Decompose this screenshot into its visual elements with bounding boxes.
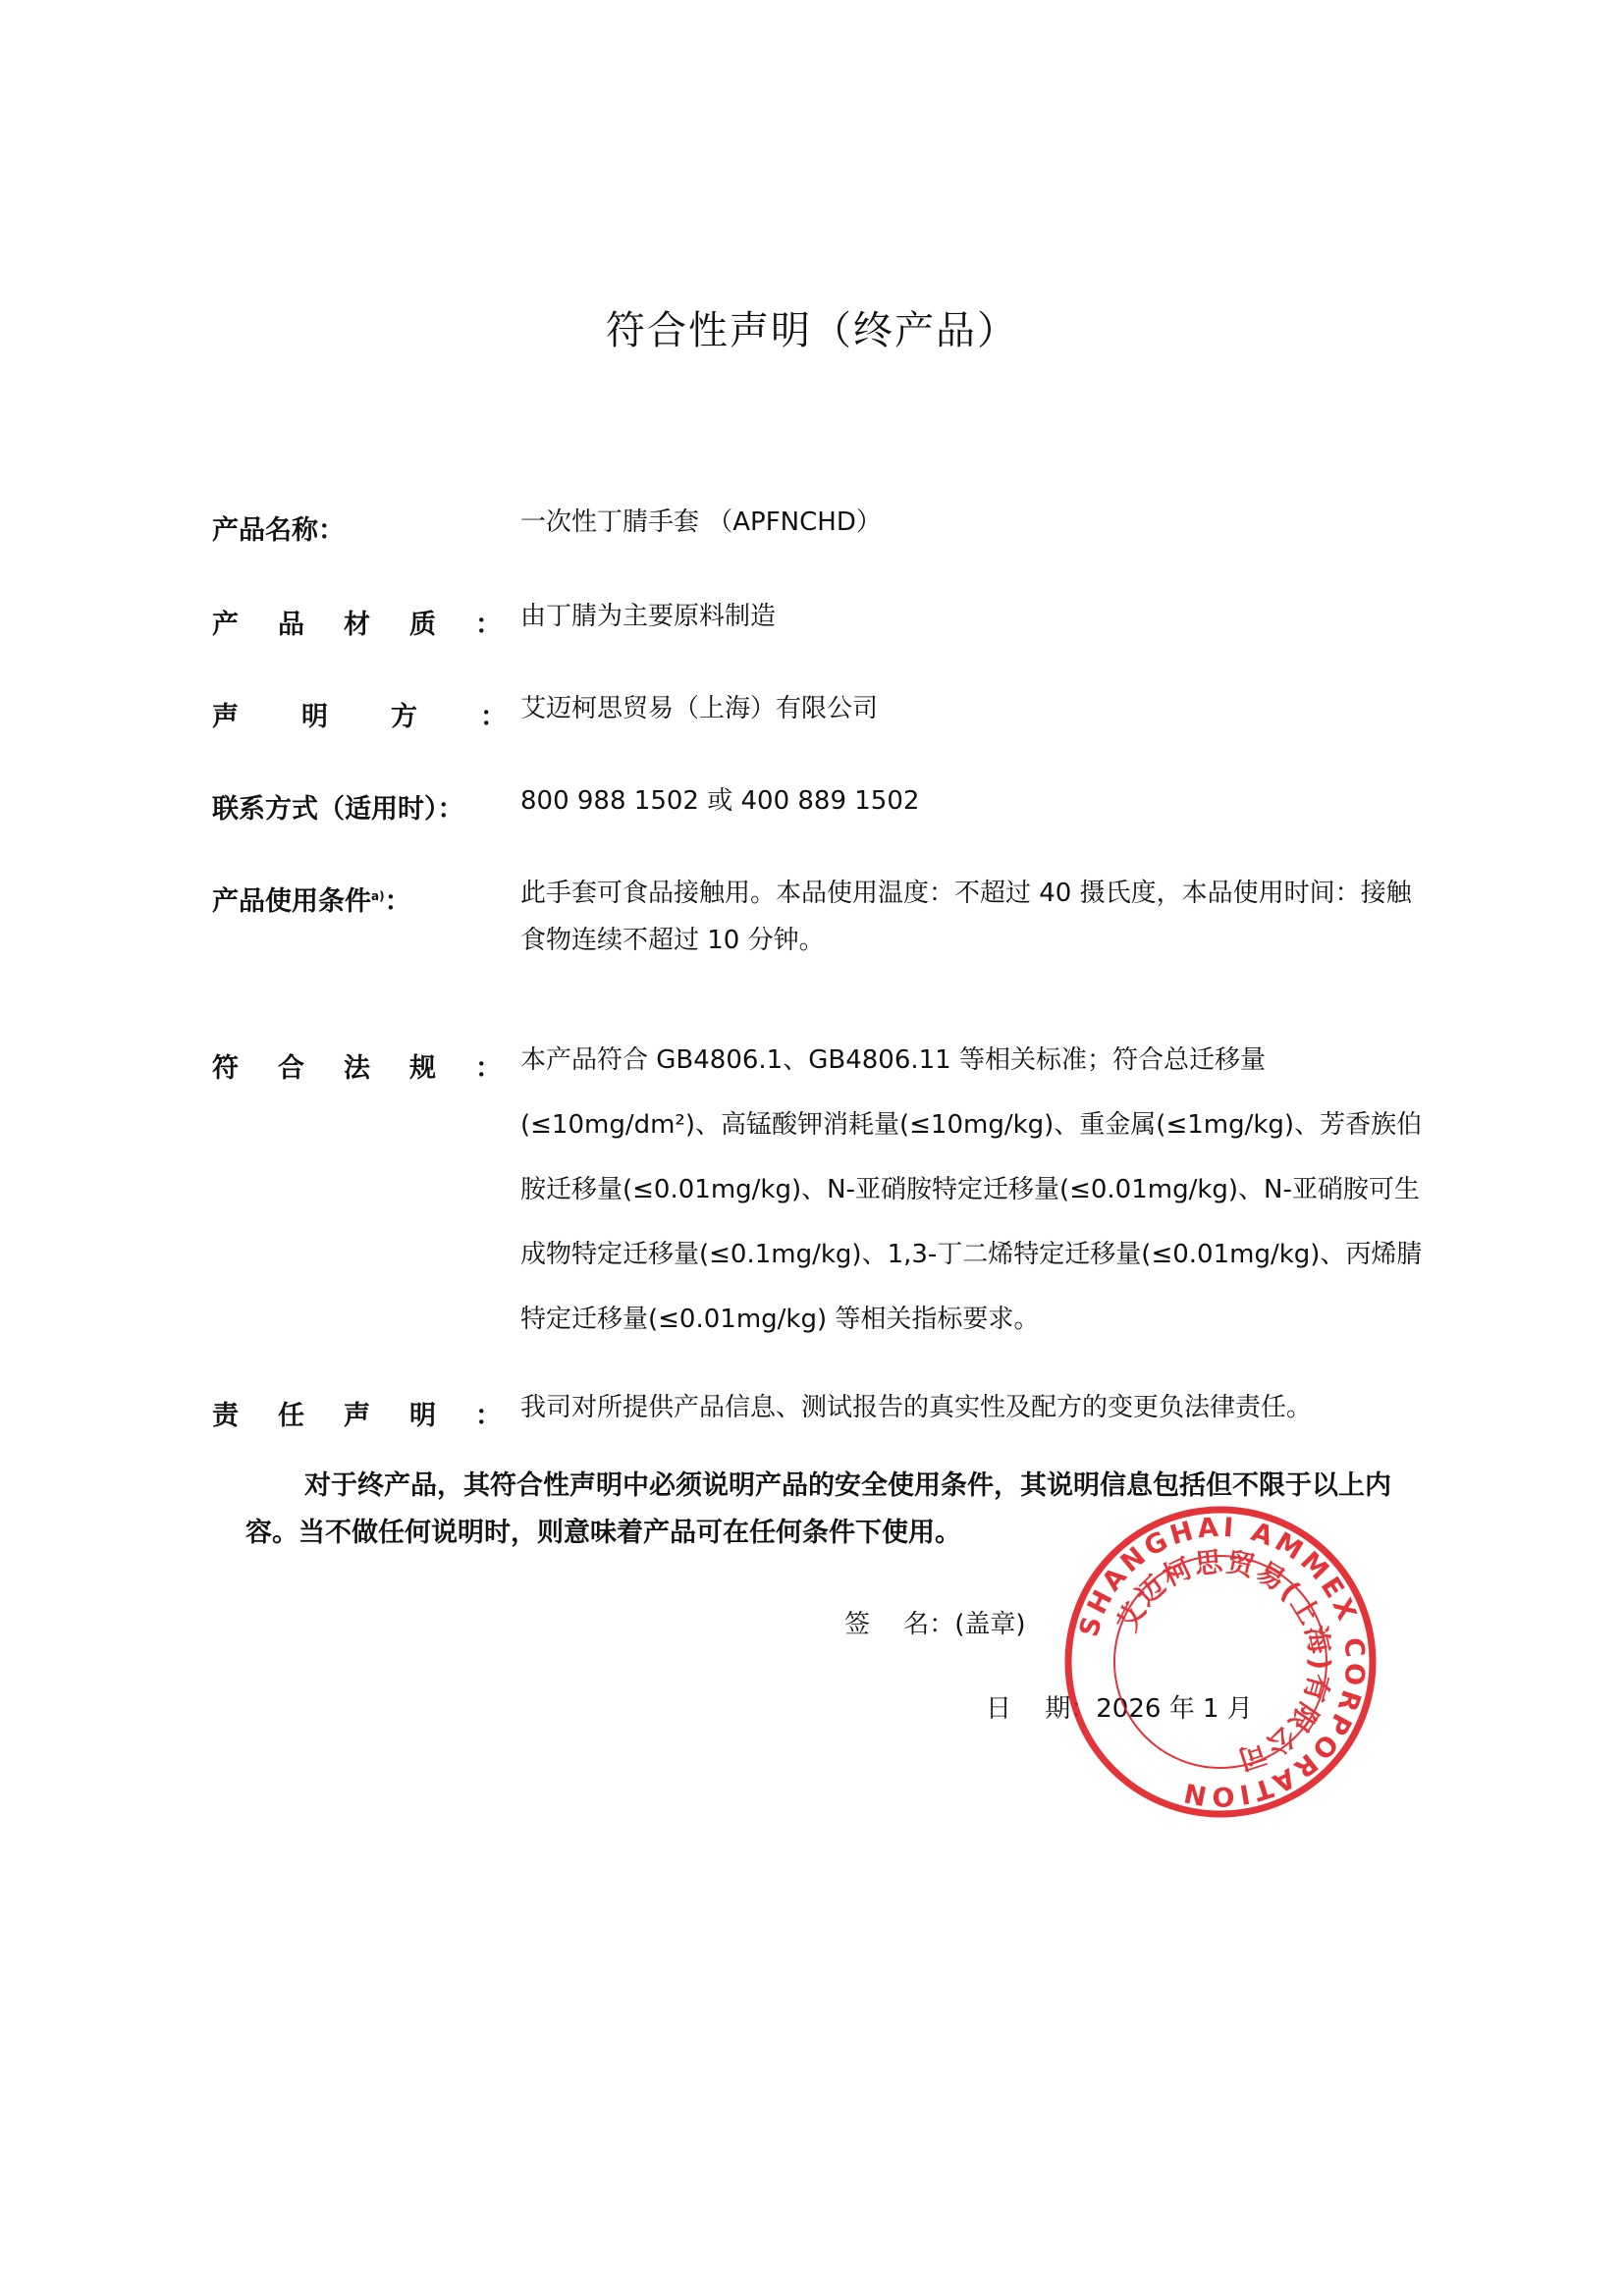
signature-label: 签 名：(盖章) (844, 1610, 1026, 1639)
field-value: 此手套可食品接触用。本品使用温度：不超过 40 摄氏度，本品使用时间：接触食物连续不超过 10 分钟。 (520, 879, 1412, 955)
field-label: 声明方： (212, 702, 569, 732)
label-text: 产品使用条件 (212, 886, 371, 917)
field-value: 艾迈柯思贸易（上海）有限公司 (520, 694, 879, 723)
field-label: 产品名称： (212, 515, 345, 546)
field-value: 一次性丁腈手套 （APFNCHD） (520, 507, 882, 537)
field-value: 本产品符合 GB4806.1、GB4806.11 等相关标准；符合总迁移量(≤10mg/dm²)、高锰酸钾消耗量(≤10mg/kg)、重金属(≤1mg/kg)、芳香族伯胺迁移量(≤0.01mg/kg)、N-亚硝胺特定迁移量(≤0.01mg/kg)、N-亚硝胺可生成物特定迁移量(≤0.1mg/kg)、1,3-丁二烯特定迁移量(≤0.01mg/kg)、丙烯腈特定迁移量(≤0.01mg/kg) 等相关指标要求。 (520, 1045, 1423, 1334)
field-label: 联系方式（适用时）： (212, 794, 464, 825)
date-label: 日 期：2026 年 1 月 (986, 1694, 1253, 1724)
field-label: 符合法规： (212, 1053, 541, 1084)
company-seal (1058, 1500, 1382, 1824)
document-title: 符合性声明（终产品） (606, 308, 1018, 353)
field-label: 责任声明： (212, 1401, 541, 1431)
seal-inner-text (1110, 1545, 1336, 1777)
field-value: 800 988 1502 或 400 889 1502 (520, 786, 920, 816)
label-colon: ： (384, 886, 411, 917)
field-label (212, 880, 411, 918)
safety-note: 对于终产品，其符合性声明中必须说明产品的安全使用条件，其说明信息包括但不限于以上内容。当不做任何说明时，则意味着产品可在任何条件下使用。 (245, 1470, 1391, 1548)
field-label: 产品材质： (212, 610, 541, 640)
field-value: 我司对所提供产品信息、测试报告的真实性及配方的变更负法律责任。 (520, 1393, 1313, 1422)
seal-inner-text-path: 艾迈柯思贸易(上海)有限公司 (1110, 1545, 1337, 1777)
seal-outer-text-path: SHANGHAI AMMEX CORPORATION (1073, 1512, 1371, 1812)
field-value: 由丁腈为主要原料制造 (520, 602, 777, 631)
footnote-mark: a) (371, 889, 385, 903)
